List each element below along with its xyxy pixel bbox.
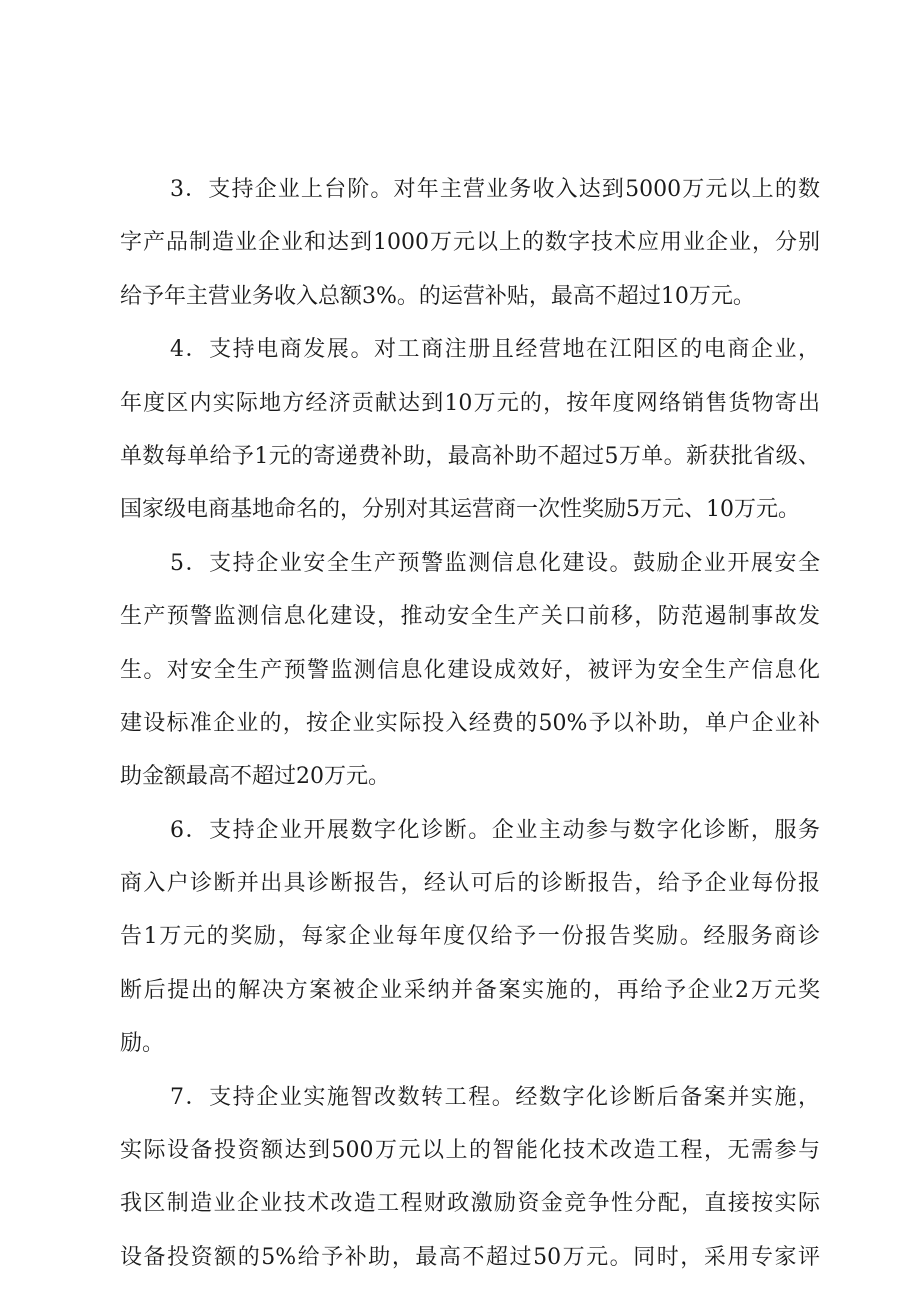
document-body xyxy=(120,163,820,1284)
paragraph-4-line-1: 4．支持电商发展。对工商注册且经营地在江阳区的电商企业， xyxy=(170,337,820,363)
paragraph-5-line-3: 生。对安全生产预警监测信息化建设成效好，被评为安全生产信息化 xyxy=(120,657,820,683)
paragraph-7-line-4: 设备投资额的5%给予补助，最高不超过50万元。同时，采用专家评 xyxy=(120,1244,820,1270)
paragraph-6-line-3: 告1万元的奖励，每家企业每年度仅给予一份报告奖励。经服务商诊 xyxy=(120,924,820,950)
paragraph-6-line-1: 6．支持企业开展数字化诊断。企业主动参与数字化诊断，服务 xyxy=(170,817,820,843)
paragraph-7-line-3: 我区制造业企业技术改造工程财政激励资金竞争性分配，直接按实际 xyxy=(120,1191,820,1217)
paragraph-4-line-3: 单数每单给予1元的寄递费补助，最高补助不超过5万单。新获批省级、 xyxy=(120,443,820,469)
paragraph-5-line-4: 建设标准企业的，按企业实际投入经费的50%予以补助，单户企业补 xyxy=(120,710,820,736)
paragraph-7-line-1: 7．支持企业实施智改数转工程。经数字化诊断后备案并实施， xyxy=(170,1084,820,1110)
paragraph-6-line-5: 励。 xyxy=(120,1031,165,1057)
paragraph-6-line-2: 商入户诊断并出具诊断报告，经认可后的诊断报告，给予企业每份报 xyxy=(120,871,820,897)
paragraph-4-line-2: 年度区内实际地方经济贡献达到10万元的，按年度网络销售货物寄出 xyxy=(120,390,820,416)
paragraph-7-line-2: 实际设备投资额达到500万元以上的智能化技术改造工程，无需参与 xyxy=(120,1138,820,1164)
paragraph-5-line-1: 5．支持企业安全生产预警监测信息化建设。鼓励企业开展安全 xyxy=(170,550,820,576)
paragraph-5-line-2: 生产预警监测信息化建设，推动安全生产关口前移，防范遏制事故发 xyxy=(120,604,820,630)
paragraph-5-line-5: 助金额最高不超过20万元。 xyxy=(120,764,390,790)
paragraph-6-line-4: 断后提出的解决方案被企业采纳并备案实施的，再给予企业2万元奖 xyxy=(120,977,820,1003)
paragraph-3-line-3: 给予年主营业务收入总额3%。的运营补贴，最高不超过10万元。 xyxy=(120,283,755,309)
paragraph-3-line-1: 3．支持企业上台阶。对年主营业务收入达到5000万元以上的数 xyxy=(170,177,820,202)
paragraph-4-line-4: 国家级电商基地命名的，分别对其运营商一次性奖励5万元、10万元。 xyxy=(120,497,800,523)
paragraph-3-line-2: 字产品制造业企业和达到1000万元以上的数字技术应用业企业，分别 xyxy=(120,230,820,256)
